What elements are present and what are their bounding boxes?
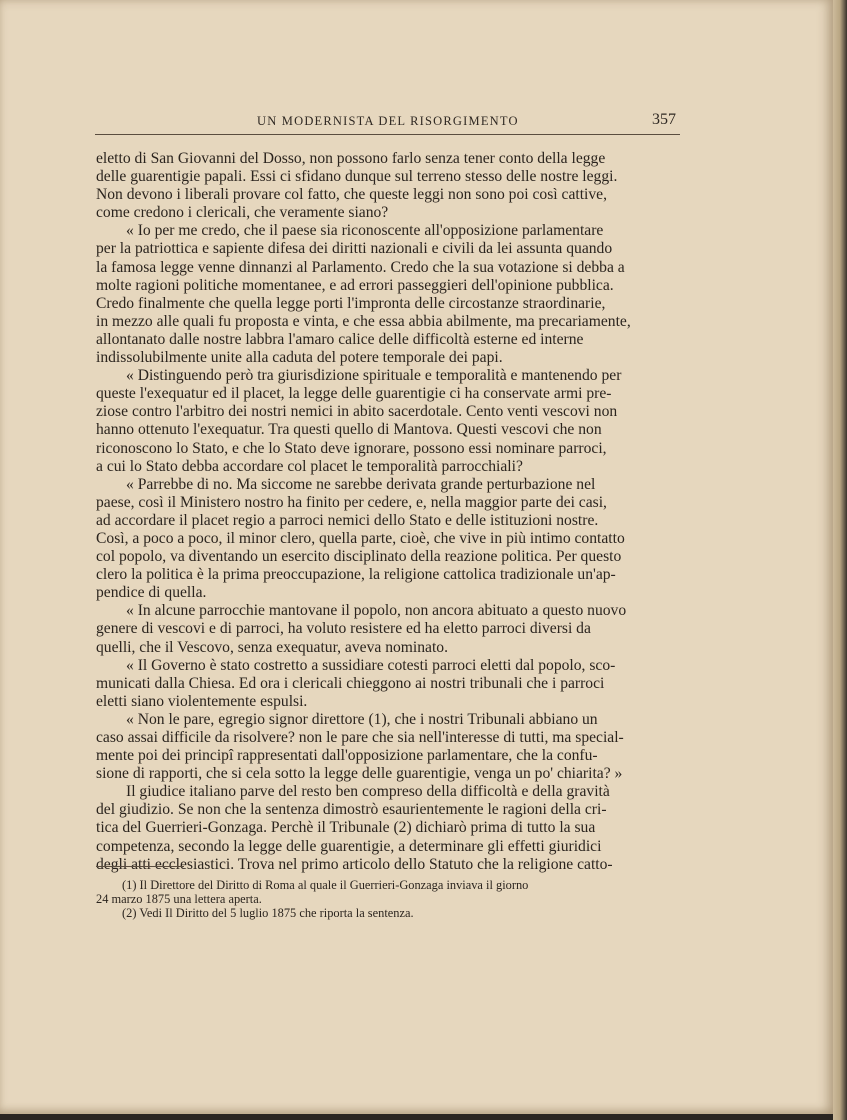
text-line: delle guarentigie papali. Essi ci sfidano dunque sul terreno stesso delle nostre leggi.: [96, 168, 618, 186]
text-line: Credo finalmente che quella legge porti l'impronta delle circostanze straordinarie,: [96, 294, 606, 312]
text-line: del giudizio. Se non che la sentenza dimostrò esaurientemente le ragioni della cri-: [96, 801, 607, 819]
text-line: la famosa legge venne dinnanzi al Parlamento. Credo che la sua votazione si debba a: [96, 258, 625, 276]
text-line: quelli, che il Vescovo, senza exequatur, aveva nominato.: [96, 638, 448, 656]
text-line: « Non le pare, egregio signor direttore (1), che i nostri Tribunali abbiano un: [126, 710, 598, 728]
running-head: [95, 112, 680, 135]
text-line: eletti siano violentemente espulsi.: [96, 692, 308, 710]
text-line: « Parrebbe di no. Ma siccome ne sarebbe derivata grande perturbazione nel: [126, 475, 596, 493]
text-line: sione di rapporti, che si cela sotto la legge delle guarentigie, venga un po' chiarita? »: [96, 765, 623, 783]
text-line: pendice di quella.: [96, 584, 207, 602]
text-line: « In alcune parrocchie mantovane il popolo, non ancora abituato a questo nuovo: [126, 602, 627, 620]
text-line: ad accordare il placet regio a parroci nemici dello Stato e delle istituzioni nostre.: [96, 511, 599, 529]
text-line: degli atti ecclesiastici. Trova nel primo articolo dello Statuto che la religione catto-: [96, 855, 613, 873]
text-line: paese, così il Ministero nostro ha finito per cedere, e, nella maggior parte dei casi,: [96, 493, 607, 511]
text-line: « Io per me credo, che il paese sia riconoscente all'opposizione parlamentare: [126, 222, 604, 240]
page-edge: [833, 0, 847, 1120]
text-line: per la patriottica e sapiente difesa dei diritti nazionali e civili da lei assunta quando: [96, 240, 613, 258]
text-line: tica del Guerrieri-Gonzaga. Perchè il Tribunale (2) dichiarò prima di tutto la sua: [96, 819, 596, 837]
text-line: caso assai difficile da risolvere? non le pare che sia nell'interesse di tutti, ma special-: [96, 729, 624, 746]
text-line: « Distinguendo però tra giurisdizione spirituale e temporalità e mantenendo per: [126, 367, 622, 385]
text-line: Così, a poco a poco, il minor clero, quella parte, cioè, che vive in più intimo contatto: [96, 529, 625, 547]
text-line: mente poi dei principî rappresentati dall'opposizione parlamentare, che la confu-: [96, 747, 598, 765]
footnote-line: 24 marzo 1875 una lettera aperta.: [96, 892, 262, 907]
text-line: allontanato dalle nostre labbra l'amaro calice delle difficoltà esterne ed interne: [96, 330, 584, 348]
text-line: a cui lo Stato debba accordare col placet le temporalità parrocchiali?: [96, 457, 523, 475]
text-line: come credono i clericali, che veramente siano?: [96, 204, 389, 222]
footnote-divider: [96, 866, 184, 867]
page-number: 357: [652, 111, 676, 128]
text-line: in mezzo alle quali fu proposta e vinta, e che essa abbia abilmente, ma precariamente,: [96, 312, 631, 330]
main-text: [96, 150, 678, 874]
text-line: competenza, secondo la legge delle guarentigie, a determinare gli effetti giuridici: [96, 837, 602, 855]
text-line: Non devono i liberali provare col fatto, che queste leggi non sono poi così cattive,: [96, 186, 607, 204]
footnote-line: (2) Vedi Il Diritto del 5 luglio 1875 che riporta la sentenza.: [122, 906, 414, 921]
text-line: genere di vescovi e di parroci, ha voluto resistere ed ha eletto parroci diversi da: [96, 620, 591, 638]
text-line: molte ragioni politiche momentanee, e ad errori passeggieri dell'opinione pubblica.: [96, 276, 614, 294]
running-title: UN MODERNISTA DEL RISORGIMENTO: [257, 114, 519, 128]
text-line: hanno ottenuto l'exequatur. Tra questi quello di Mantova. Questi vescovi che non: [96, 421, 602, 439]
text-line: eletto di San Giovanni del Dosso, non possono farlo senza tener conto della legge: [96, 150, 606, 167]
text-line: ziose contro l'arbitro dei nostri nemici in abito sacerdotale. Cento venti vescovi non: [96, 403, 618, 421]
footnotes: [96, 878, 678, 921]
text-line: queste l'exequatur ed il placet, la legge delle guarentigie ci ha conservate armi pre-: [96, 385, 612, 403]
text-line: municati dalla Chiesa. Ed ora i clericali chieggono ai nostri tribunali che i parroci: [96, 674, 605, 692]
text-line: clero la politica è la prima preoccupazione, la religione cattolica tradizionale un'ap-: [96, 566, 616, 584]
footnote-line: (1) Il Direttore del Diritto di Roma al quale il Guerrieri-Gonzaga inviava il giorno: [122, 878, 529, 892]
text-line: « Il Governo è stato costretto a sussidiare cotesti parroci eletti dal popolo, sco-: [126, 656, 616, 674]
text-line: riconoscono lo Stato, e che lo Stato deve ignorare, possono essi nominare parroci,: [96, 439, 607, 457]
text-line: col popolo, va diventando un esercito disciplinato della reazione politica. Per questo: [96, 548, 622, 566]
text-line: indissolubilmente unite alla caduta del potere temporale dei papi.: [96, 349, 503, 367]
text-line: Il giudice italiano parve del resto ben compreso della difficoltà e della gravità: [126, 783, 610, 801]
